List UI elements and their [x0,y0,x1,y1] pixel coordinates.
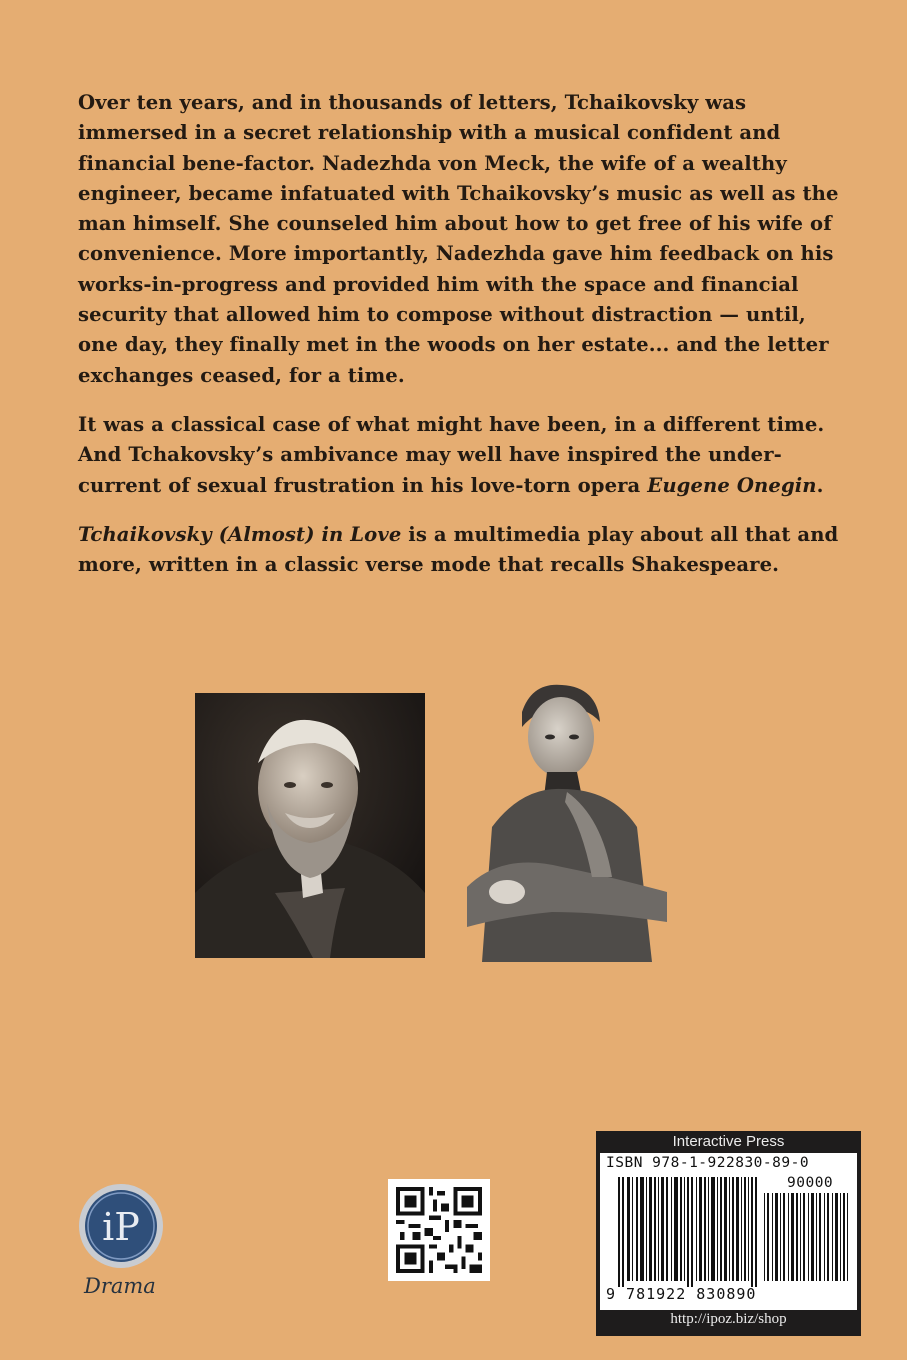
opera-title: Eugene Onegin [647,473,817,497]
blurb-p2-text: It was a classical case of what might have been, in a different time. And Tchakovsky’s ambivance may well have inspired the under-current of sexual frustration in his love-torn opera [78,412,825,497]
barcode-addon-price: 90000 [787,1175,834,1191]
isbn-barcode-panel [596,1131,861,1336]
play-title: Tchaikovsky (Almost) in Love [78,522,402,546]
ean-digits: 9 781922 830890 [606,1285,757,1303]
tchaikovsky-portrait [195,693,425,958]
shop-url: http://ipoz.biz/shop [670,1311,787,1327]
von-meck-portrait [462,677,672,962]
qr-code [388,1179,490,1281]
blurb-paragraph-1: Over ten years, and in thousands of letters, Tchaikovsky was immersed in a secret relationship with a musical confident and financial bene-factor. Nadezhda von Meck, the wife of a wealthy engineer, became infatuated with Tchaikovsky’s music as well as the man himself. She counseled him about how to get free of his wife of convenience. More importantly, Nadezhda gave him feedback on his works-in-progress and provided him with the space and financial security that allowed him to compose without distraction — until, one day, they finally met in the woods on her estate... and the letter exchanges ceased, for a time. [78,91,839,387]
back-cover-blurb [78,88,848,599]
barcode-area [600,1153,857,1310]
blurb-paragraph-2 [78,410,848,501]
genre-label: Drama [84,1274,156,1298]
blurb-p3-text: is a multimedia play about all that and more, written in a classic verse mode that recalls Shakespeare. [78,522,839,577]
isbn-number: ISBN 978-1-922830-89-0 [606,1155,810,1171]
publisher-name: Interactive Press [672,1133,785,1150]
blurb-paragraph-3 [78,520,848,581]
blurb-p2-end: . [816,473,824,497]
publisher-logo [78,1183,164,1269]
logo-text: iP [102,1205,140,1249]
